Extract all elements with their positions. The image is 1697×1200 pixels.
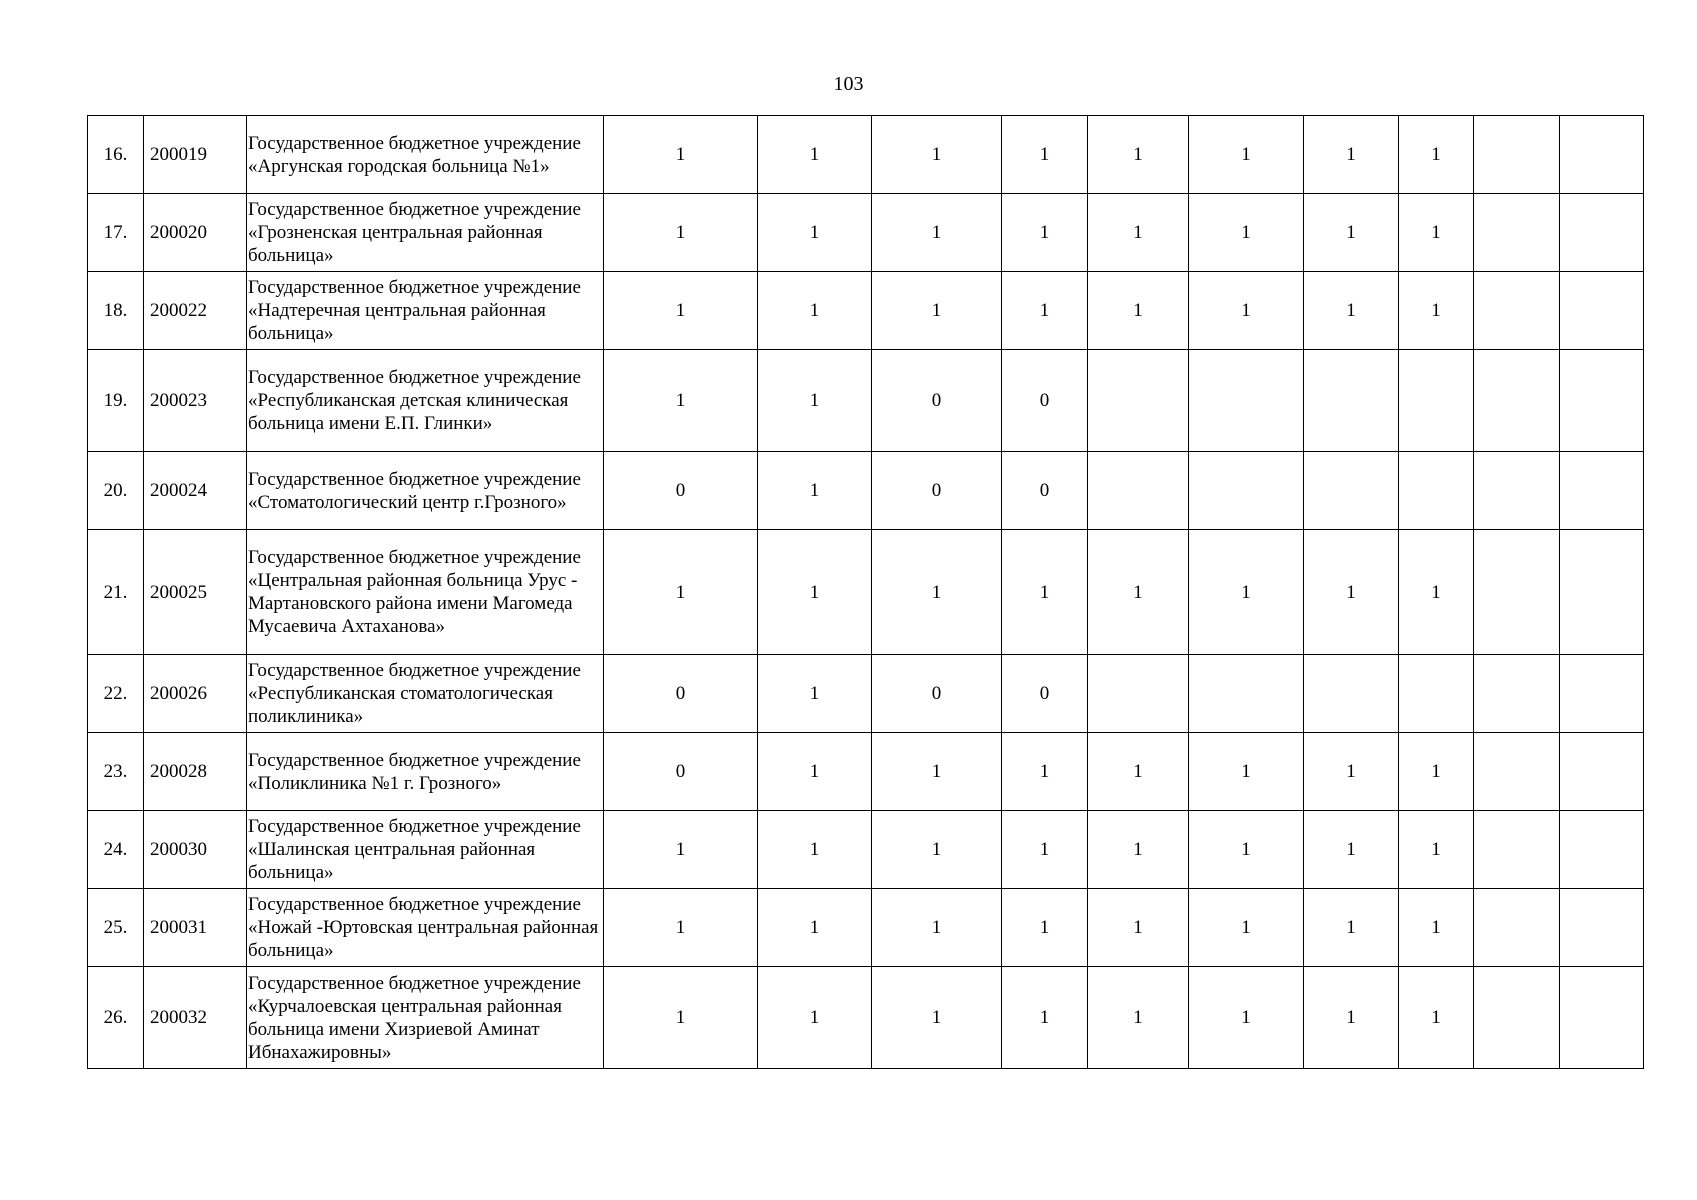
value-cell: 1 — [1088, 967, 1189, 1069]
org-code: 200030 — [144, 811, 247, 889]
org-name: Государственное бюджетное учреждение «Республиканская стоматологическая поликлиника» — [247, 655, 604, 733]
value-cell: 0 — [1002, 350, 1088, 452]
value-cell: 1 — [1304, 889, 1399, 967]
value-cell: 1 — [604, 811, 758, 889]
value-cell: 1 — [604, 194, 758, 272]
table-row — [88, 272, 1644, 350]
org-code: 200020 — [144, 194, 247, 272]
value-cell: 1 — [1002, 967, 1088, 1069]
value-cell: 1 — [872, 116, 1002, 194]
value-cell — [1399, 350, 1474, 452]
value-cell: 0 — [872, 452, 1002, 530]
value-cell — [1560, 655, 1644, 733]
value-cell: 1 — [872, 194, 1002, 272]
row-number: 24. — [88, 811, 144, 889]
row-number: 17. — [88, 194, 144, 272]
registry-table — [87, 115, 1644, 1069]
org-name: Государственное бюджетное учреждение «Курчалоевская центральная районная больница имени Хизриевой Аминат Ибнахажировны» — [247, 967, 604, 1069]
value-cell: 1 — [1002, 272, 1088, 350]
value-cell — [1088, 452, 1189, 530]
value-cell: 1 — [1189, 530, 1304, 655]
value-cell — [1304, 350, 1399, 452]
value-cell: 1 — [1088, 194, 1189, 272]
value-cell: 1 — [758, 889, 872, 967]
value-cell: 1 — [1088, 811, 1189, 889]
value-cell: 1 — [1189, 811, 1304, 889]
value-cell: 1 — [758, 733, 872, 811]
value-cell: 1 — [872, 733, 1002, 811]
org-code: 200025 — [144, 530, 247, 655]
value-cell — [1560, 733, 1644, 811]
value-cell — [1474, 733, 1560, 811]
org-name: Государственное бюджетное учреждение «Ножай -Юртовская центральная районная больница» — [247, 889, 604, 967]
value-cell — [1474, 655, 1560, 733]
value-cell — [1189, 350, 1304, 452]
value-cell: 1 — [758, 272, 872, 350]
table-row — [88, 530, 1644, 655]
value-cell — [1304, 452, 1399, 530]
value-cell: 1 — [1304, 194, 1399, 272]
org-name: Государственное бюджетное учреждение «Республиканская детская клиническая больница имени Е.П. Глинки» — [247, 350, 604, 452]
value-cell — [1560, 350, 1644, 452]
table-row — [88, 889, 1644, 967]
row-number: 16. — [88, 116, 144, 194]
value-cell: 1 — [1189, 272, 1304, 350]
org-code: 200028 — [144, 733, 247, 811]
value-cell: 1 — [1399, 116, 1474, 194]
value-cell — [1088, 655, 1189, 733]
org-name: Государственное бюджетное учреждение «Аргунская городская больница №1» — [247, 116, 604, 194]
value-cell: 1 — [1088, 889, 1189, 967]
value-cell: 1 — [1304, 272, 1399, 350]
registry-table-body — [88, 116, 1644, 1069]
value-cell: 1 — [1304, 116, 1399, 194]
value-cell: 1 — [1189, 194, 1304, 272]
value-cell: 1 — [1189, 967, 1304, 1069]
value-cell: 1 — [872, 272, 1002, 350]
value-cell: 1 — [1189, 889, 1304, 967]
value-cell — [1560, 116, 1644, 194]
value-cell — [1474, 452, 1560, 530]
value-cell — [1560, 272, 1644, 350]
value-cell: 0 — [604, 655, 758, 733]
org-code: 200022 — [144, 272, 247, 350]
org-code: 200023 — [144, 350, 247, 452]
value-cell — [1474, 530, 1560, 655]
org-name: Государственное бюджетное учреждение «Шалинская центральная районная больница» — [247, 811, 604, 889]
value-cell — [1474, 116, 1560, 194]
value-cell: 1 — [872, 811, 1002, 889]
value-cell — [1560, 194, 1644, 272]
row-number: 22. — [88, 655, 144, 733]
value-cell: 1 — [1399, 530, 1474, 655]
org-name: Государственное бюджетное учреждение «Грозненская центральная районная больница» — [247, 194, 604, 272]
value-cell: 1 — [872, 967, 1002, 1069]
value-cell: 1 — [1399, 194, 1474, 272]
value-cell — [1560, 889, 1644, 967]
row-number: 19. — [88, 350, 144, 452]
table-row — [88, 350, 1644, 452]
value-cell: 1 — [1088, 116, 1189, 194]
value-cell — [1304, 655, 1399, 733]
value-cell — [1189, 655, 1304, 733]
value-cell: 1 — [872, 530, 1002, 655]
row-number: 18. — [88, 272, 144, 350]
table-row — [88, 967, 1644, 1069]
value-cell — [1189, 452, 1304, 530]
value-cell — [1560, 452, 1644, 530]
value-cell: 1 — [1002, 116, 1088, 194]
value-cell: 1 — [1399, 272, 1474, 350]
value-cell: 0 — [872, 350, 1002, 452]
value-cell — [1474, 272, 1560, 350]
value-cell: 1 — [758, 530, 872, 655]
value-cell — [1088, 350, 1189, 452]
value-cell: 0 — [872, 655, 1002, 733]
value-cell — [1474, 194, 1560, 272]
org-code: 200019 — [144, 116, 247, 194]
value-cell — [1474, 967, 1560, 1069]
value-cell: 1 — [1088, 272, 1189, 350]
value-cell: 1 — [604, 530, 758, 655]
value-cell — [1560, 811, 1644, 889]
value-cell: 1 — [1088, 530, 1189, 655]
value-cell: 1 — [1189, 733, 1304, 811]
row-number: 25. — [88, 889, 144, 967]
value-cell: 1 — [1399, 733, 1474, 811]
value-cell — [1474, 350, 1560, 452]
value-cell: 1 — [758, 194, 872, 272]
value-cell: 1 — [604, 116, 758, 194]
table-row — [88, 116, 1644, 194]
value-cell: 1 — [758, 452, 872, 530]
value-cell: 0 — [1002, 655, 1088, 733]
value-cell — [1560, 967, 1644, 1069]
value-cell: 1 — [1304, 811, 1399, 889]
value-cell: 1 — [604, 272, 758, 350]
value-cell: 1 — [1304, 967, 1399, 1069]
value-cell: 1 — [1002, 889, 1088, 967]
value-cell: 1 — [604, 350, 758, 452]
value-cell — [1474, 889, 1560, 967]
org-name: Государственное бюджетное учреждение «Поликлиника №1 г. Грозного» — [247, 733, 604, 811]
org-name: Государственное бюджетное учреждение «Центральная районная больница Урус - Мартановского района имени Магомеда Мусаевича Ахтаханова» — [247, 530, 604, 655]
row-number: 20. — [88, 452, 144, 530]
value-cell: 1 — [758, 350, 872, 452]
value-cell: 1 — [872, 889, 1002, 967]
row-number: 21. — [88, 530, 144, 655]
value-cell: 0 — [604, 452, 758, 530]
value-cell: 0 — [1002, 452, 1088, 530]
value-cell: 1 — [758, 811, 872, 889]
value-cell — [1399, 655, 1474, 733]
page-number: 103 — [833, 73, 864, 95]
org-name: Государственное бюджетное учреждение «Надтеречная центральная районная больница» — [247, 272, 604, 350]
table-row — [88, 194, 1644, 272]
value-cell: 1 — [1304, 733, 1399, 811]
value-cell: 1 — [1002, 530, 1088, 655]
value-cell: 1 — [1189, 116, 1304, 194]
org-code: 200031 — [144, 889, 247, 967]
org-code: 200026 — [144, 655, 247, 733]
value-cell: 1 — [758, 116, 872, 194]
value-cell — [1399, 452, 1474, 530]
value-cell: 1 — [1399, 811, 1474, 889]
org-name: Государственное бюджетное учреждение «Стоматологический центр г.Грозного» — [247, 452, 604, 530]
org-code: 200032 — [144, 967, 247, 1069]
row-number: 23. — [88, 733, 144, 811]
table-row — [88, 452, 1644, 530]
value-cell: 1 — [1002, 811, 1088, 889]
value-cell: 1 — [1002, 733, 1088, 811]
value-cell: 1 — [604, 967, 758, 1069]
table-row — [88, 655, 1644, 733]
table-row — [88, 733, 1644, 811]
value-cell — [1560, 530, 1644, 655]
value-cell: 1 — [604, 889, 758, 967]
table-row — [88, 811, 1644, 889]
value-cell: 1 — [1002, 194, 1088, 272]
value-cell — [1474, 811, 1560, 889]
value-cell: 1 — [1399, 889, 1474, 967]
value-cell: 1 — [758, 967, 872, 1069]
org-code: 200024 — [144, 452, 247, 530]
value-cell: 1 — [758, 655, 872, 733]
value-cell: 0 — [604, 733, 758, 811]
row-number: 26. — [88, 967, 144, 1069]
value-cell: 1 — [1399, 967, 1474, 1069]
value-cell: 1 — [1088, 733, 1189, 811]
value-cell: 1 — [1304, 530, 1399, 655]
